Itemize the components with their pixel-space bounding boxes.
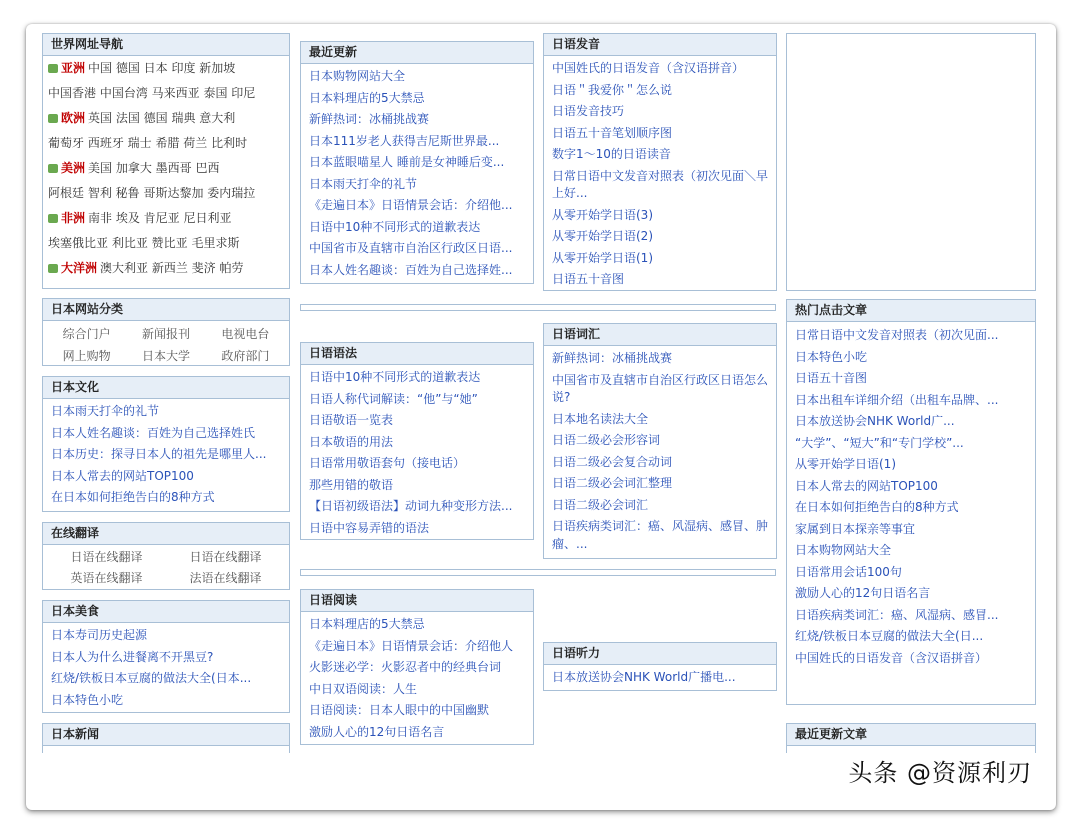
- country-links[interactable]: 南非 埃及 肯尼亚 尼日利亚: [88, 211, 232, 225]
- translate-link[interactable]: 英语在线翻译: [70, 571, 143, 585]
- article-link[interactable]: 日语五十音图: [795, 371, 868, 385]
- article-link[interactable]: 在日本如何拒绝告白的8种方式: [51, 490, 215, 504]
- news-panel: [42, 723, 290, 753]
- listening-panel: [543, 642, 777, 691]
- country-links[interactable]: 英国 法国 德国 瑞典 意大利: [88, 111, 236, 125]
- category-government[interactable]: 政府部门: [221, 349, 270, 363]
- article-link[interactable]: 数字1～10的日语读音: [552, 147, 671, 161]
- translate-link[interactable]: 法语在线翻译: [189, 571, 262, 585]
- article-link[interactable]: 日本料理店的5大禁忌: [309, 617, 425, 631]
- culture-panel: [42, 376, 290, 512]
- category-tv-radio[interactable]: 电视电台: [221, 327, 270, 341]
- continent-link[interactable]: 非洲: [61, 211, 86, 225]
- continent-row: [43, 131, 289, 156]
- vocab-list: [544, 346, 776, 555]
- article-link[interactable]: 中国姓氏的日语发音（含汉语拼音）: [552, 61, 745, 75]
- article-link[interactable]: 中国省市及直辖市自治区行政区日语...: [309, 241, 513, 255]
- reading-title: 日语阅读: [301, 590, 533, 612]
- country-links[interactable]: 中国香港 中国台湾 马来西亚 泰国 印尼: [48, 86, 256, 100]
- article-link[interactable]: 激励人心的12句日语名言: [309, 724, 445, 739]
- article-link[interactable]: 日本111岁老人获得吉尼斯世界最...: [309, 133, 500, 148]
- continent-row: [43, 256, 289, 281]
- article-link[interactable]: 日本寿司历史起源: [51, 628, 148, 642]
- page-card: [26, 24, 1056, 810]
- country-links[interactable]: 澳大利亚 新西兰 斐济 帕劳: [100, 261, 244, 275]
- translate-link[interactable]: 日语在线翻译: [189, 550, 262, 564]
- article-link[interactable]: 日语二级必会词汇整理: [552, 476, 673, 490]
- folder-icon: [48, 64, 58, 73]
- translate-link[interactable]: 日语在线翻译: [70, 550, 143, 564]
- country-links[interactable]: 葡萄牙 西班牙 瑞士 希腊 荷兰 比利时: [48, 136, 248, 150]
- article-link[interactable]: 日语中10种不同形式的道歉表达: [309, 370, 481, 384]
- article-link[interactable]: 日语人称代词解读：“他”与“她”: [309, 391, 478, 406]
- world-nav-panel: [42, 33, 290, 289]
- article-link[interactable]: 日常日语中文发音对照表（初次见面＼早上好...: [552, 168, 769, 200]
- food-list: [43, 623, 289, 711]
- continent-row: [43, 81, 289, 106]
- article-link[interactable]: 中国省市及直辖市自治区行政区日语怎么说?: [552, 372, 769, 404]
- category-portal[interactable]: 综合门户: [62, 327, 111, 341]
- folder-icon: [48, 214, 58, 223]
- culture-list: [43, 399, 289, 509]
- article-link[interactable]: 日语阅读：日本人眼中的中国幽默: [309, 703, 490, 717]
- article-link[interactable]: 日本历史：探寻日本人的祖先是哪里人...: [51, 447, 267, 461]
- folder-icon: [48, 264, 58, 273]
- latest-panel: [300, 41, 534, 284]
- grammar-panel: [300, 342, 534, 540]
- article-link[interactable]: 在日本如何拒绝告白的8种方式: [795, 500, 959, 514]
- article-link[interactable]: 日语常用敬语套句（接电话）: [309, 456, 466, 470]
- article-link[interactable]: 日本人姓名趣谈：百姓为自己选择姓氏: [51, 425, 256, 440]
- continent-link[interactable]: 欧洲: [61, 111, 86, 125]
- article-link[interactable]: 日本特色小吃: [795, 349, 868, 364]
- news-title: 日本新闻: [43, 724, 289, 746]
- translate-title: 在线翻译: [43, 523, 289, 545]
- pronunciation-list: [544, 56, 776, 291]
- article-link[interactable]: 日本敬语的用法: [309, 434, 394, 449]
- food-panel: [42, 600, 290, 713]
- continent-row: [43, 206, 289, 231]
- listening-list: [544, 665, 776, 689]
- article-link[interactable]: 日语＂我爱你＂怎么说: [552, 82, 673, 97]
- hot-articles-title: 热门点击文章: [787, 300, 1035, 322]
- article-link[interactable]: 日本人常去的网站TOP100: [51, 468, 194, 483]
- article-link[interactable]: 中国姓氏的日语发音（含汉语拼音）: [795, 650, 988, 665]
- category-university[interactable]: 日本大学: [141, 349, 190, 363]
- country-links[interactable]: 美国 加拿大 墨西哥 巴西: [88, 161, 220, 175]
- article-link[interactable]: 日本出租车详细介绍（出租车品牌、...: [795, 392, 999, 407]
- continent-row: [43, 156, 289, 181]
- category-news[interactable]: 新闻报刊: [141, 327, 190, 341]
- reading-list: [301, 612, 533, 743]
- recent-articles-panel: [786, 723, 1036, 753]
- article-link[interactable]: 日本人姓名趣谈：百姓为自己选择姓...: [309, 262, 513, 277]
- article-link[interactable]: 中日双语阅读：人生: [309, 681, 418, 696]
- continent-link[interactable]: 大洋洲: [61, 261, 98, 275]
- article-link[interactable]: 日语中10种不同形式的道歉表达: [309, 219, 481, 234]
- article-link[interactable]: 日本雨天打伞的礼节: [309, 176, 418, 191]
- article-link[interactable]: 那些用错的敬语: [309, 477, 394, 492]
- article-link[interactable]: 日语疾病类词汇：癌、风湿病、感冒...: [795, 607, 999, 622]
- site-categories-panel: [42, 298, 290, 366]
- article-link[interactable]: 从零开始学日语(2): [552, 229, 653, 243]
- divider-bar: [300, 569, 776, 576]
- continent-row: [43, 106, 289, 131]
- article-link[interactable]: 日本地名读法大全: [552, 411, 649, 426]
- article-link[interactable]: 日语二级必会词汇: [552, 497, 649, 512]
- pronunciation-panel: [543, 33, 777, 291]
- article-link[interactable]: 火影迷必学：火影忍者中的经典台词: [309, 660, 502, 674]
- article-link[interactable]: 《走遍日本》日语情景会话：介绍他...: [309, 198, 513, 212]
- continent-link[interactable]: 美洲: [61, 161, 86, 175]
- article-link[interactable]: 日本蓝眼喵星人 睡前是女神睡后变...: [309, 155, 505, 169]
- article-link[interactable]: 日语五十音笔划顺序图: [552, 125, 673, 140]
- category-shopping[interactable]: 网上购物: [62, 349, 111, 363]
- hot-articles-list: [787, 322, 1035, 669]
- translate-panel: [42, 522, 290, 590]
- folder-icon: [48, 164, 58, 173]
- article-link[interactable]: 日本料理店的5大禁忌: [309, 90, 425, 105]
- article-link[interactable]: 日语中容易弄错的语法: [309, 520, 430, 535]
- listening-title: 日语听力: [544, 643, 776, 665]
- article-link[interactable]: 新鲜热词：冰桶挑战赛: [309, 112, 430, 126]
- article-link[interactable]: 从零开始学日语(1): [795, 457, 896, 471]
- article-link[interactable]: 日本放送协会NHK World广...: [795, 414, 955, 428]
- article-link[interactable]: 日本特色小吃: [51, 692, 124, 707]
- article-link[interactable]: 日本购物网站大全: [309, 69, 406, 83]
- country-links[interactable]: 中国 德国 日本 印度 新加坡: [88, 61, 236, 75]
- article-link[interactable]: 日语敬语一览表: [309, 413, 394, 427]
- culture-title: 日本文化: [43, 377, 289, 399]
- article-link[interactable]: 日语常用会话100句: [795, 564, 902, 579]
- food-title: 日本美食: [43, 601, 289, 623]
- country-links[interactable]: 阿根廷 智利 秘鲁 哥斯达黎加 委内瑞拉: [48, 186, 256, 200]
- article-link[interactable]: 日本购物网站大全: [795, 543, 892, 557]
- article-link[interactable]: 日本放送协会NHK World广播电...: [552, 670, 736, 684]
- article-link[interactable]: 日语发音技巧: [552, 104, 625, 118]
- recent-articles-title: 最近更新文章: [787, 724, 1035, 746]
- article-link[interactable]: 日本人为什么进餐离不开黑豆?: [51, 649, 214, 664]
- grammar-title: 日语语法: [301, 343, 533, 365]
- article-link[interactable]: 日语疾病类词汇：癌、风湿病、感冒、肿瘤、...: [552, 519, 769, 551]
- article-link[interactable]: 从零开始学日语(3): [552, 207, 653, 222]
- divider-bar: [300, 304, 776, 311]
- continent-row: [43, 231, 289, 256]
- article-link[interactable]: 日本雨天打伞的礼节: [51, 404, 160, 418]
- folder-icon: [48, 114, 58, 123]
- world-nav-title: 世界网址导航: [43, 34, 289, 56]
- article-link[interactable]: “大学”、“短大”和“专门学校”...: [795, 435, 964, 450]
- site-categories-title: 日本网站分类: [43, 299, 289, 321]
- continent-row: [43, 181, 289, 206]
- article-link[interactable]: 日语二级必会形容词: [552, 433, 661, 447]
- article-link[interactable]: 日语五十音图: [552, 272, 625, 286]
- article-link[interactable]: 日本人常去的网站TOP100: [795, 478, 938, 493]
- vocab-title: 日语词汇: [544, 324, 776, 346]
- article-link[interactable]: 《走遍日本》日语情景会话：介绍他人: [309, 638, 514, 653]
- continent-row: [43, 56, 289, 81]
- latest-list: [301, 64, 533, 281]
- continent-link[interactable]: 亚洲: [61, 61, 86, 75]
- vocab-panel: [543, 323, 777, 559]
- article-link[interactable]: 日语二级必会复合动词: [552, 454, 673, 469]
- article-link[interactable]: 红烧/铁板日本豆腐的做法大全(日本...: [51, 671, 252, 685]
- article-link[interactable]: 家属到日本探亲等事宜: [795, 521, 916, 536]
- reading-panel: [300, 589, 534, 745]
- article-link[interactable]: 【日语初级语法】动词九种变形方法...: [309, 499, 513, 513]
- pronunciation-title: 日语发音: [544, 34, 776, 56]
- article-link[interactable]: 激励人心的12句日语名言: [795, 586, 931, 600]
- grammar-list: [301, 365, 533, 539]
- article-link[interactable]: 新鲜热词：冰桶挑战赛: [552, 351, 673, 365]
- country-links[interactable]: 埃塞俄比亚 利比亚 赞比亚 毛里求斯: [48, 236, 240, 250]
- ad-panel: [786, 33, 1036, 291]
- latest-title: 最近更新: [301, 42, 533, 64]
- article-link[interactable]: 红烧/铁板日本豆腐的做法大全(日...: [795, 629, 984, 643]
- article-link[interactable]: 日常日语中文发音对照表（初次见面...: [795, 328, 999, 342]
- hot-articles-panel: [786, 299, 1036, 705]
- article-link[interactable]: 从零开始学日语(1): [552, 250, 653, 265]
- watermark: 头条 @资源利刃: [848, 759, 1032, 787]
